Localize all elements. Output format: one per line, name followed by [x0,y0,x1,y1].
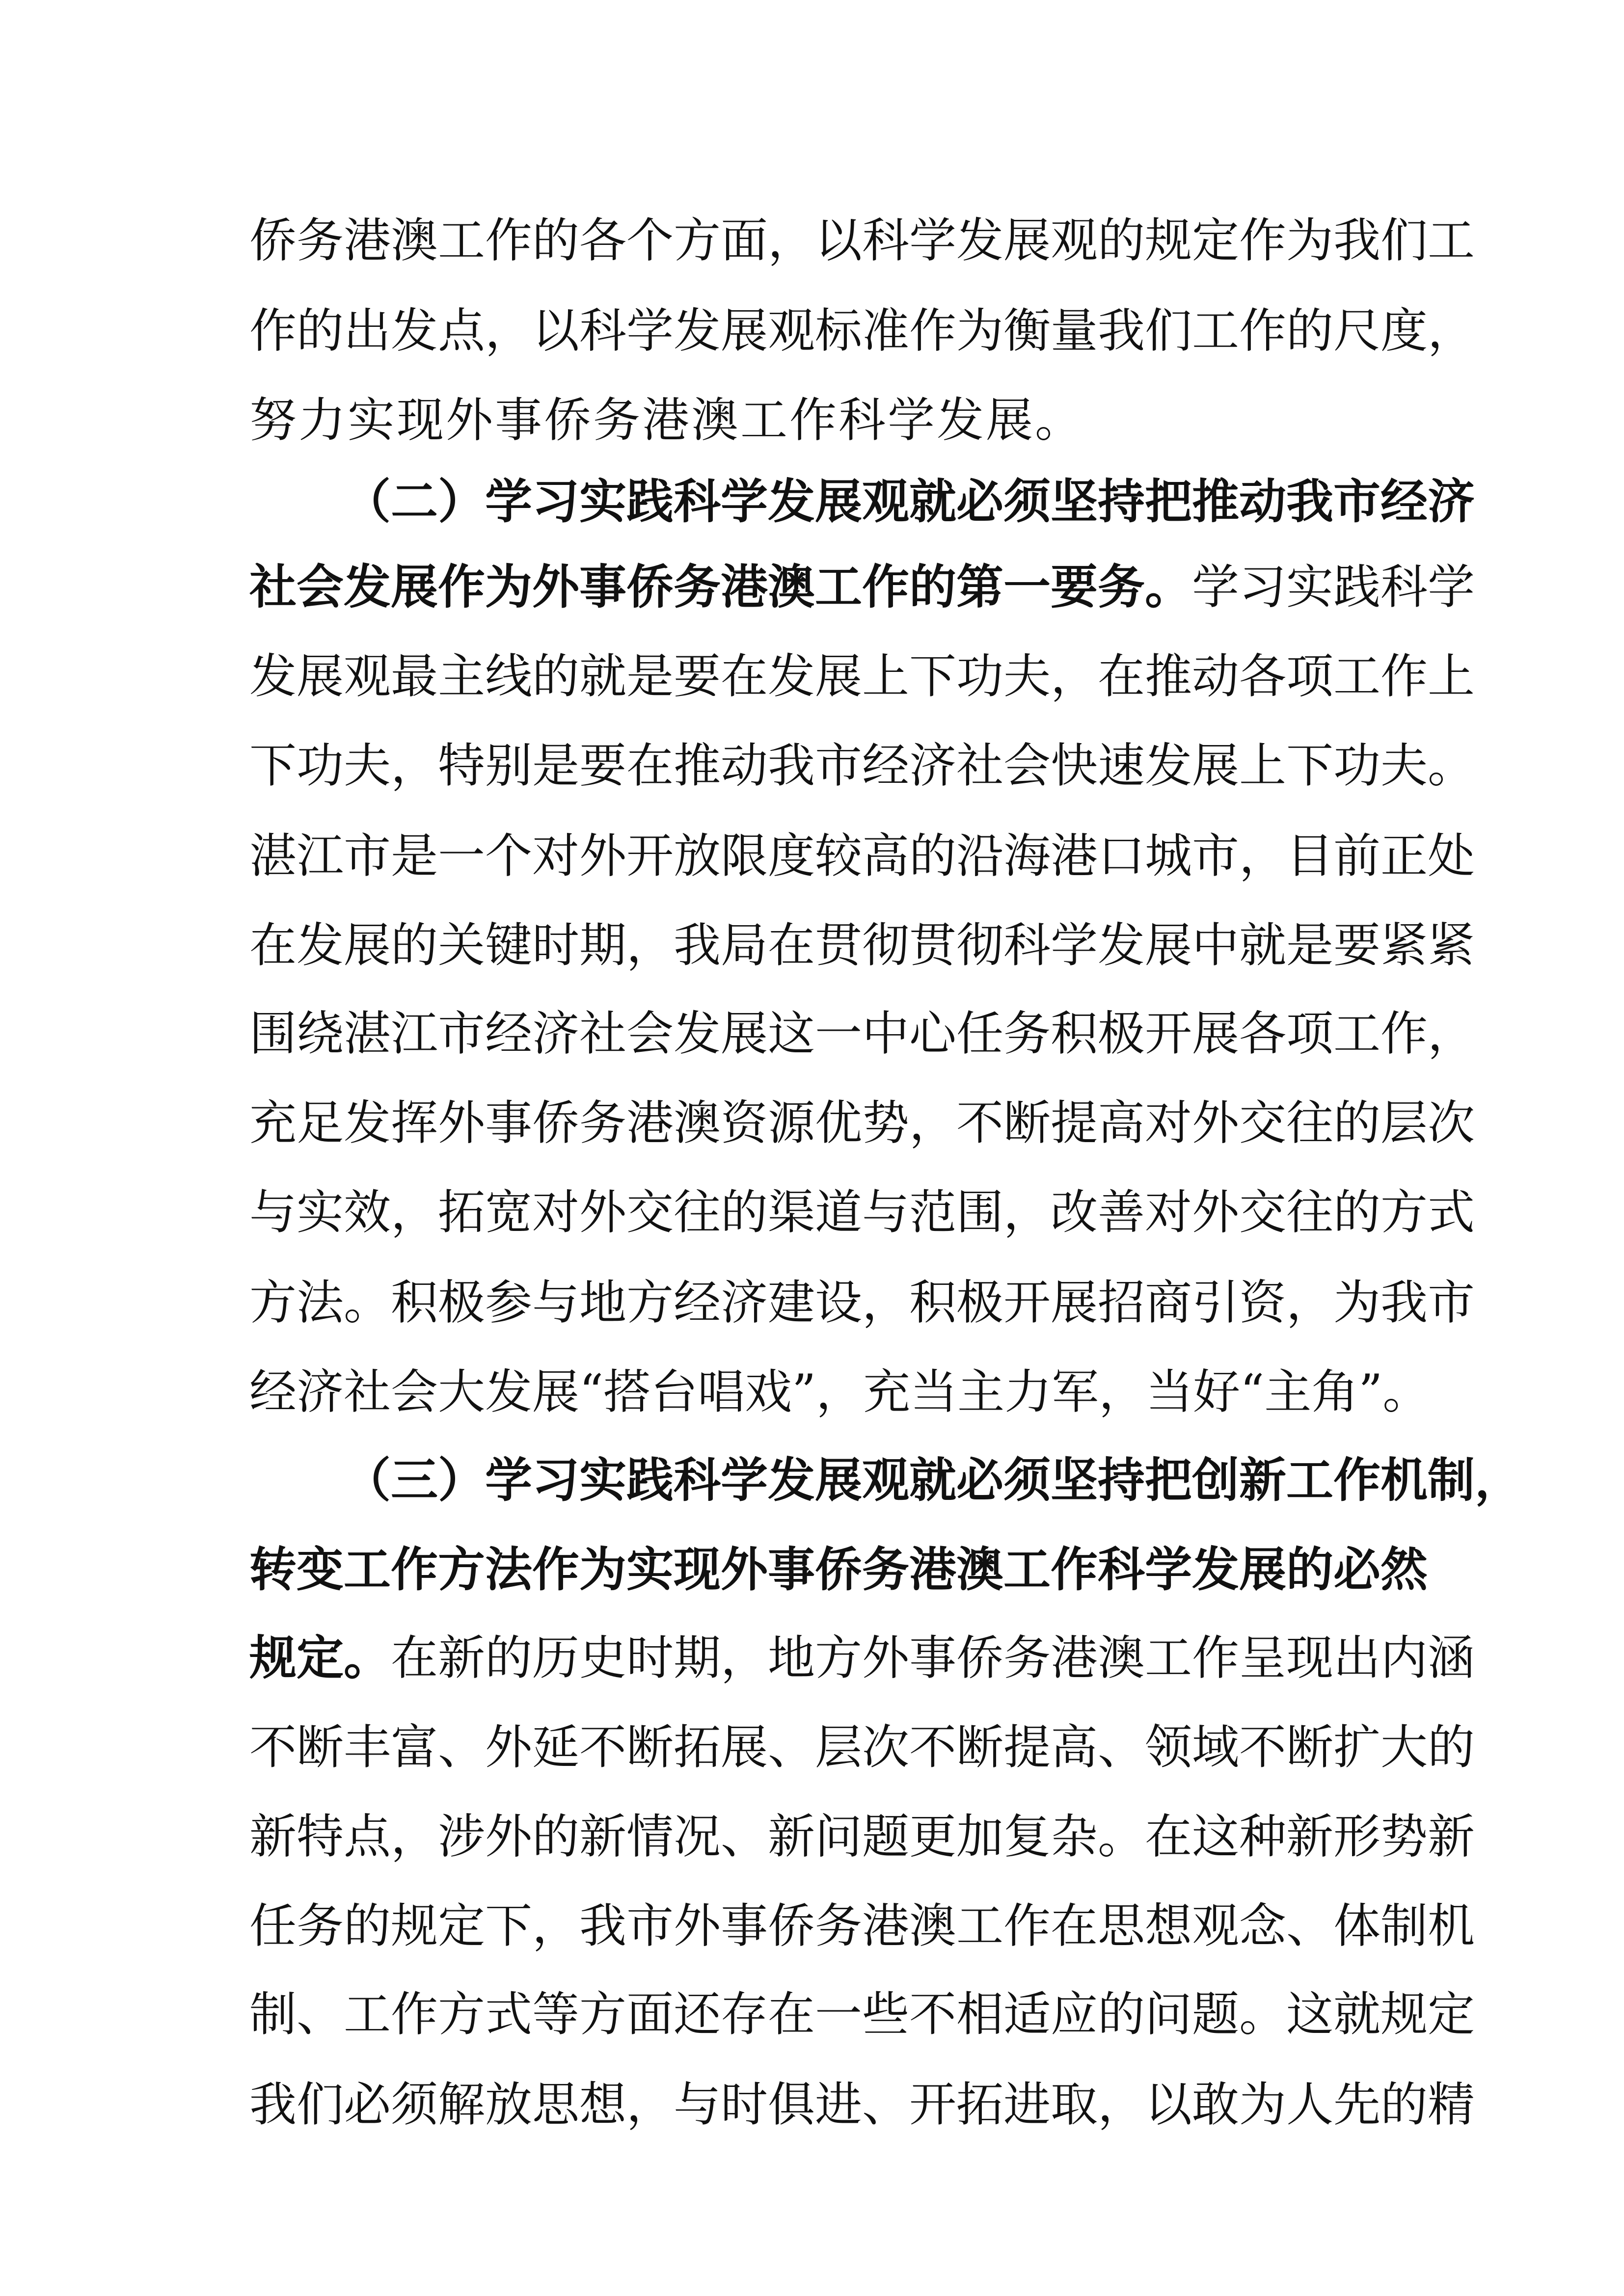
text-segment: 学习实践科学 [1192,560,1475,614]
section-heading-text: （三）学习实践科学发展观就必须坚持把创新工作机制， [344,1452,1522,1508]
text-segment: 下功夫，特别是要在推动我市经济社会快速发展上下功夫。 [249,738,1475,793]
section-heading-text: 规定。 [249,1630,391,1685]
text-segment: 方法。积极参与地方经济建设，积极开展招商引资，为我市 [249,1275,1475,1330]
text-line [249,558,1475,616]
text-segment: 我们必须解放思想，与时俱进、开拓进取，以敢为人先的精 [249,2077,1475,2132]
text-segment: 发展观最主线的就是要在发展上下功夫，在推动各项工作上 [249,649,1475,704]
text-line [249,1985,1475,2044]
text-line [249,916,1475,975]
text-line [249,1004,1475,1063]
text-line [249,1807,1475,1866]
section-heading-line [344,472,1475,531]
section-heading-text: （二）学习实践科学发展观就必须坚持把推动我市经济 [344,474,1475,529]
text-segment: 不断丰富、外延不断拓展、层次不断提高、领域不断扩大的 [249,1720,1475,1775]
text-segment: 在新的历史时期，地方外事侨务港澳工作呈现出内涵 [391,1630,1475,1685]
text-line [249,1896,1475,1955]
text-line [249,1094,1475,1152]
text-segment: 侨务港澳工作的各个方面，以科学发展观的规定作为我们工 [249,213,1475,268]
text-segment: 新特点，涉外的新情况、新问题更加复杂。在这种新形势新 [249,1809,1475,1864]
text-line [249,647,1475,706]
text-segment: 湛江市是一个对外开放限度较高的沿海港口城市，目前正处 [249,828,1475,883]
text-segment: 充足发挥外事侨务港澳资源优势，不断提高对外交往的层次 [249,1095,1475,1150]
text-segment: 任务的规定下，我市外事侨务港澳工作在思想观念、体制机 [249,1898,1475,1953]
text-line [249,1629,1475,1687]
text-line [249,211,1475,270]
text-line [249,391,1383,450]
section-heading-text: 社会发展作为外事侨务港澳工作的第一要务。 [249,559,1192,614]
section-heading-text: 转变工作方法作为实现外事侨务港澳工作科学发展的必然 [249,1542,1428,1597]
text-line [249,1183,1475,1242]
text-line [249,2075,1475,2134]
text-segment: 努力实现外事侨务港澳工作科学发展。 [249,393,1084,448]
text-line [249,736,1475,795]
text-line [249,827,1475,885]
text-line [249,301,1475,360]
text-segment: 与实效，拓宽对外交往的渠道与范围，改善对外交往的方式 [249,1185,1475,1240]
text-line [249,1540,1428,1599]
text-line [249,1273,1475,1332]
text-segment: 围绕湛江市经济社会发展这一中心任务积极开展各项工作， [249,1006,1475,1061]
text-segment: 经济社会大发展“搭台唱戏”，充当主力军，当好“主角”。 [249,1364,1430,1419]
text-segment: 制、工作方式等方面还存在一些不相适应的问题。这就规定 [249,1987,1475,2042]
section-heading-line [344,1451,1522,1510]
text-segment: 在发展的关键时期，我局在贯彻贯彻科学发展中就是要紧紧 [249,918,1475,973]
text-line [249,1718,1475,1777]
text-line [249,1362,1430,1421]
text-segment: 作的出发点，以科学发展观标准作为衡量我们工作的尺度， [249,303,1475,358]
